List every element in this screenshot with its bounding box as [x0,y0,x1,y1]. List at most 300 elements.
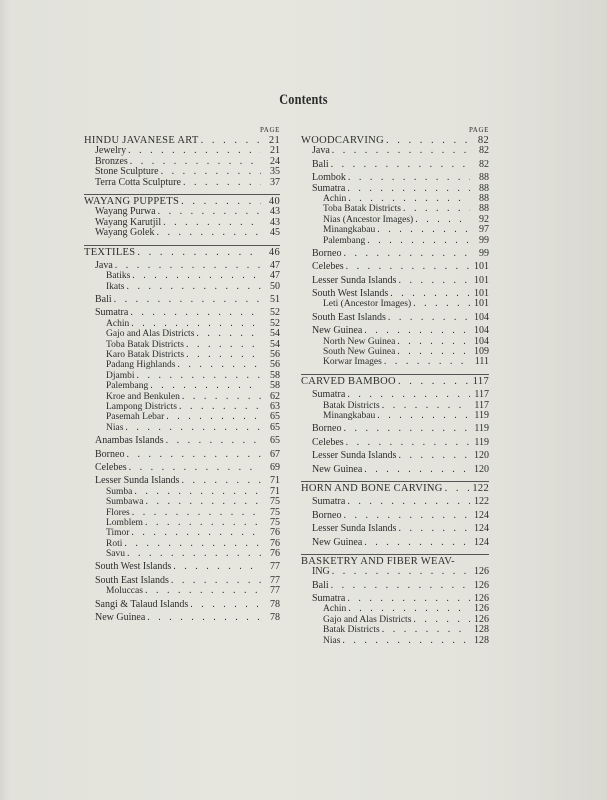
entry-page-number: 63 [270,400,280,412]
entry-page-number: 56 [270,349,280,361]
dot-leader [398,524,470,534]
dot-leader [398,377,470,387]
entry-page-number: 52 [270,317,280,329]
dot-leader [342,636,470,646]
toc-entry [301,636,489,646]
entry-label: South East Islands [312,311,386,323]
toc-entry [84,518,280,528]
entry-page-number: 99 [479,247,489,259]
toc-entry [301,615,489,625]
page-title: Contents [279,92,328,108]
toc-entry [84,350,280,360]
dot-leader [382,401,470,411]
entry-page-number: 126 [474,579,489,591]
entry-page-number: 126 [474,603,489,615]
toc-entry [84,167,280,177]
entry-label: Sumatra [312,593,346,605]
toc-entry [301,347,489,357]
toc-entry [301,625,489,635]
dot-leader [182,392,261,402]
entry-label: Java [312,145,330,157]
entry-page-number: 46 [268,246,280,258]
entry-page-number: 122 [474,496,489,508]
toc-entry [301,249,489,259]
toc-entry [84,295,280,305]
dot-leader [177,360,261,370]
toc-entry [301,204,489,214]
toc-entry [301,451,489,461]
entry-page-number: 76 [270,548,280,560]
entry-label: Sumatra [312,496,346,508]
entry-page-number: 88 [479,203,489,215]
dot-leader [348,173,470,183]
entry-label: Leti (Ancestor Images) [323,299,412,310]
dot-leader [377,225,470,235]
entry-label: Wayang Golek [95,227,155,239]
entry-label: TEXTILES [84,246,136,258]
entry-label: Celebes [312,436,344,448]
dot-leader [181,197,261,207]
entry-page-number: 21 [268,135,280,146]
entry-label: Moluccas [106,586,143,597]
entry-label: Achin [106,318,130,329]
entry-label: Java [95,259,113,271]
entry-label: ING [312,566,330,578]
entry-label: Lesser Sunda Islands [312,274,397,286]
entry-label: Palembang [106,381,149,392]
entry-label: Sangi & Talaud Islands [95,598,189,610]
entry-page-number: 77 [270,574,280,586]
section-rule [84,194,280,195]
toc-entry [84,371,280,381]
toc-entry [84,463,280,473]
entry-label: Sumatra [95,307,129,319]
dot-leader [343,249,470,259]
dot-leader [181,476,261,486]
page-column-header: PAGE [468,126,489,134]
entry-label: Flores [106,507,130,518]
entry-label: HINDU JAVANESE ART [84,135,199,146]
dot-leader [347,594,470,604]
dot-leader [397,337,470,347]
toc-entry [301,184,489,194]
entry-page-number: 119 [474,436,489,448]
entry-page-number: 99 [479,234,489,246]
entry-page-number: 75 [270,506,280,518]
dot-leader [382,625,470,635]
entry-label: Nias (Ancestor Images) [323,214,414,225]
entry-label: Roti [106,538,123,549]
toc-entry [301,497,489,507]
entry-page-number: 101 [474,288,489,300]
dot-leader [145,497,261,507]
dot-leader [332,146,470,156]
dot-leader [413,615,470,625]
dot-leader [190,600,261,610]
dot-leader [413,299,470,309]
dot-leader [130,308,261,318]
dot-leader [415,215,470,225]
toc-entry [84,497,280,507]
entry-page-number: 75 [270,516,280,528]
entry-label: Lesser Sunda Islands [312,450,397,462]
entry-label: Timor [106,528,130,539]
toc-entry [84,282,280,292]
dot-leader [156,228,261,238]
toc-entry [301,465,489,475]
dot-leader [347,390,470,400]
dot-leader [131,528,261,538]
entry-label: South New Guinea [323,347,396,358]
dot-leader [137,371,262,381]
toc-entry [301,337,489,347]
entry-page-number: 119 [474,409,489,421]
entry-label: North New Guinea [323,336,396,347]
dot-leader [331,581,470,591]
entry-label: Anambas Islands [95,435,164,447]
entry-label: New Guinea [312,325,363,337]
dot-leader [186,340,261,350]
entry-page-number: 76 [270,537,280,549]
dot-leader [129,463,261,473]
toc-entry [301,160,489,170]
toc-entry [301,357,489,367]
toc-entry [84,360,280,370]
dot-leader [166,412,261,422]
entry-label: Ikats [106,281,125,292]
entry-page-number: 120 [474,450,489,462]
toc-entry [301,538,489,548]
toc-entry [84,450,280,460]
entry-page-number: 117 [472,375,489,387]
entry-label: Karo Batak Districts [106,350,185,361]
toc-entry [301,173,489,183]
dot-leader [186,350,261,360]
entry-list [301,136,489,646]
entry-label: Batiks [106,271,131,282]
entry-label: Wayang Purwa [95,206,156,218]
entry-label: Achin [323,193,347,204]
entry-page-number: 128 [474,634,489,646]
dot-leader [348,194,470,204]
entry-page-number: 52 [270,307,280,319]
toc-entry [84,586,280,596]
dot-leader [364,538,470,548]
entry-label: Sumatra [312,389,346,401]
dot-leader [388,313,470,323]
toc-entry [84,381,280,391]
dot-leader [346,262,470,272]
toc-entry [84,402,280,412]
entry-page-number: 77 [270,585,280,597]
entry-page-number: 43 [270,206,280,218]
entry-page-number: 77 [270,561,280,573]
entry-page-number: 35 [270,166,280,178]
entry-page-number: 50 [270,280,280,292]
dot-leader [364,326,470,336]
toc-entry [301,225,489,235]
entry-page-number: 71 [270,475,280,487]
toc-section-entry [301,484,489,494]
dot-leader [445,484,470,494]
dot-leader [134,487,261,497]
entry-page-number: 126 [474,593,489,605]
entry-page-number: 88 [479,192,489,204]
entry-page-number: 119 [474,423,489,435]
toc-entry [301,411,489,421]
dot-leader [132,508,261,518]
dot-leader [201,136,261,146]
toc-entry [301,594,489,604]
entry-label: CARVED BAMBOO [301,375,396,387]
toc-entry [301,511,489,521]
entry-label: Borneo [312,509,342,521]
entry-page-number: 82 [479,145,489,157]
entry-label: New Guinea [312,536,363,548]
dot-leader [126,282,261,292]
dot-leader [128,146,261,156]
entry-label: Borneo [312,247,342,259]
entry-list [84,136,280,623]
entry-page-number: 45 [270,227,280,239]
toc-entry [84,487,280,497]
entry-label: Minangkabau [323,225,376,236]
dot-leader [179,402,261,412]
section-rule [301,374,489,375]
entry-page-number: 117 [474,389,489,401]
toc-entry [84,508,280,518]
entry-page-number: 67 [270,448,280,460]
dot-leader [367,236,470,246]
entry-label: Padang Highlands [106,360,176,371]
entry-label: BASKETRY AND FIBER WEAV- [301,555,455,567]
entry-label: South East Islands [95,574,169,586]
section-rule [301,481,489,482]
entry-label: Borneo [95,448,125,460]
entry-label: Minangkabau [323,410,376,421]
dot-leader [147,613,261,623]
entry-label: New Guinea [312,463,363,475]
entry-label: Batak Districts [323,400,380,411]
dot-leader [343,424,470,434]
toc-entry [84,562,280,572]
toc-entry [84,600,280,610]
entry-page-number: 78 [270,598,280,610]
dot-leader [145,518,261,528]
entry-page-number: 65 [270,421,280,433]
entry-page-number: 124 [474,523,489,535]
entry-label: Wayang Karutjil [95,216,162,228]
dot-leader [114,295,261,305]
entry-page-number: 97 [479,224,489,236]
toc-entry [301,313,489,323]
dot-leader [332,567,470,577]
dot-leader [384,357,470,367]
dot-leader [347,497,470,507]
entry-label: HORN AND BONE CARVING [301,482,443,494]
entry-label: Pasemah Lebar [106,412,165,423]
entry-page-number: 104 [474,335,489,347]
entry-page-number: 92 [479,213,489,225]
entry-page-number: 88 [479,182,489,194]
entry-label: Bali [312,579,329,591]
entry-label: Palembang [323,235,366,246]
entry-page-number: 58 [270,380,280,392]
entry-page-number: 120 [474,463,489,475]
entry-label: Bali [312,158,329,170]
toc-entry [301,581,489,591]
toc-entry [84,261,280,271]
dot-leader [126,450,261,460]
toc-entry [301,424,489,434]
toc-section-entry [301,377,489,387]
entry-page-number: 69 [270,461,280,473]
dot-leader [397,347,470,357]
entry-page-number: 82 [479,158,489,170]
toc-entry [84,423,280,433]
entry-page-number: 58 [270,369,280,381]
entry-page-number: 75 [270,496,280,508]
toc-entry [301,438,489,448]
dot-leader [347,184,470,194]
toc-entry [301,262,489,272]
toc-section-entry [84,248,280,258]
entry-label: Nias [323,635,341,646]
dot-leader [398,451,470,461]
toc-entry [301,215,489,225]
entry-label: Gajo and Alas Districts [323,614,412,625]
entry-page-number: 101 [474,298,489,310]
entry-label: Bali [95,294,112,306]
entry-label: Celebes [95,461,127,473]
contents-right-column [301,124,489,646]
dot-leader [403,204,470,214]
toc-entry [301,299,489,309]
entry-page-number: 117 [474,399,489,411]
entry-label: Kroe and Benkulen [106,391,180,402]
section-rule [301,554,489,555]
toc-entry [301,390,489,400]
entry-label: Bronzes [95,155,128,167]
entry-page-number: 128 [474,624,489,636]
toc-entry [301,604,489,614]
toc-entry [301,567,489,577]
entry-label: Toba Batak Districts [323,204,401,215]
entry-page-number: 104 [474,325,489,337]
entry-label: Lomblem [106,517,143,528]
dot-leader [390,289,470,299]
toc-entry [84,436,280,446]
entry-page-number: 54 [270,338,280,350]
dot-leader [145,586,261,596]
section-rule [84,245,280,246]
entry-label: Jewelry [95,145,127,157]
toc-entry [84,329,280,339]
entry-label: South West Islands [95,561,172,573]
entry-label: Sumba [106,486,133,497]
dot-leader [132,271,261,281]
entry-label: Borneo [312,423,342,435]
entry-label: Lesser Sunda Islands [95,475,180,487]
dot-leader [346,438,470,448]
entry-page-number: 21 [270,145,280,157]
entry-label: WAYANG PUPPETS [84,195,180,207]
toc-entry [84,271,280,281]
entry-page-number: 54 [270,328,280,340]
entry-label: South West Islands [312,288,389,300]
entry-page-number: 101 [474,261,489,273]
entry-page-number: 82 [477,135,489,146]
toc-entry [84,412,280,422]
entry-page-number: 111 [474,356,489,368]
toc-entry [84,392,280,402]
entry-page-number: 104 [474,311,489,323]
toc-entry [84,228,280,238]
dot-leader [171,576,261,586]
contents-left-column [84,124,280,623]
toc-entry [301,194,489,204]
toc-entry [84,178,280,188]
entry-page-number: 56 [270,359,280,371]
entry-label: Lampong Districts [106,401,177,412]
dot-leader [127,549,261,559]
toc-entry [84,340,280,350]
entry-page-number: 24 [270,155,280,167]
toc-entry [301,326,489,336]
entry-label: WOODCARVING [301,135,384,146]
entry-page-number: 40 [268,195,280,207]
dot-leader [386,136,470,146]
entry-page-number: 109 [474,346,489,358]
dot-leader [377,411,470,421]
entry-page-number: 71 [270,485,280,497]
dot-leader [163,218,261,228]
toc-entry [84,528,280,538]
dot-leader [343,511,470,521]
entry-page-number: 126 [474,566,489,578]
entry-page-number: 47 [270,270,280,282]
entry-label: Nias [106,422,124,433]
dot-leader [131,319,261,329]
dot-leader [364,465,470,475]
dot-leader [398,276,470,286]
toc-entry [301,146,489,156]
dot-leader [348,604,470,614]
entry-page-number: 47 [270,259,280,271]
entry-page-number: 65 [270,435,280,447]
entry-page-number: 62 [270,390,280,402]
page-column-header: PAGE [259,126,280,134]
entry-page-number: 37 [270,176,280,188]
dot-leader [196,329,261,339]
dot-leader [125,423,261,433]
entry-label: Korwar Images [323,357,382,368]
toc-entry [301,276,489,286]
entry-label: Djambi [106,370,135,381]
dot-leader [115,261,261,271]
entry-label: Stone Sculpture [95,166,159,178]
entry-page-number: 76 [270,527,280,539]
entry-page-number: 88 [479,172,489,184]
entry-page-number: 122 [472,482,489,494]
entry-label: Sumatra [312,182,346,194]
entry-page-number: 43 [270,216,280,228]
entry-page-number: 78 [270,612,280,624]
toc-entry [84,476,280,486]
toc-entry [84,576,280,586]
entry-label: New Guinea [95,612,146,624]
toc-entry [301,289,489,299]
